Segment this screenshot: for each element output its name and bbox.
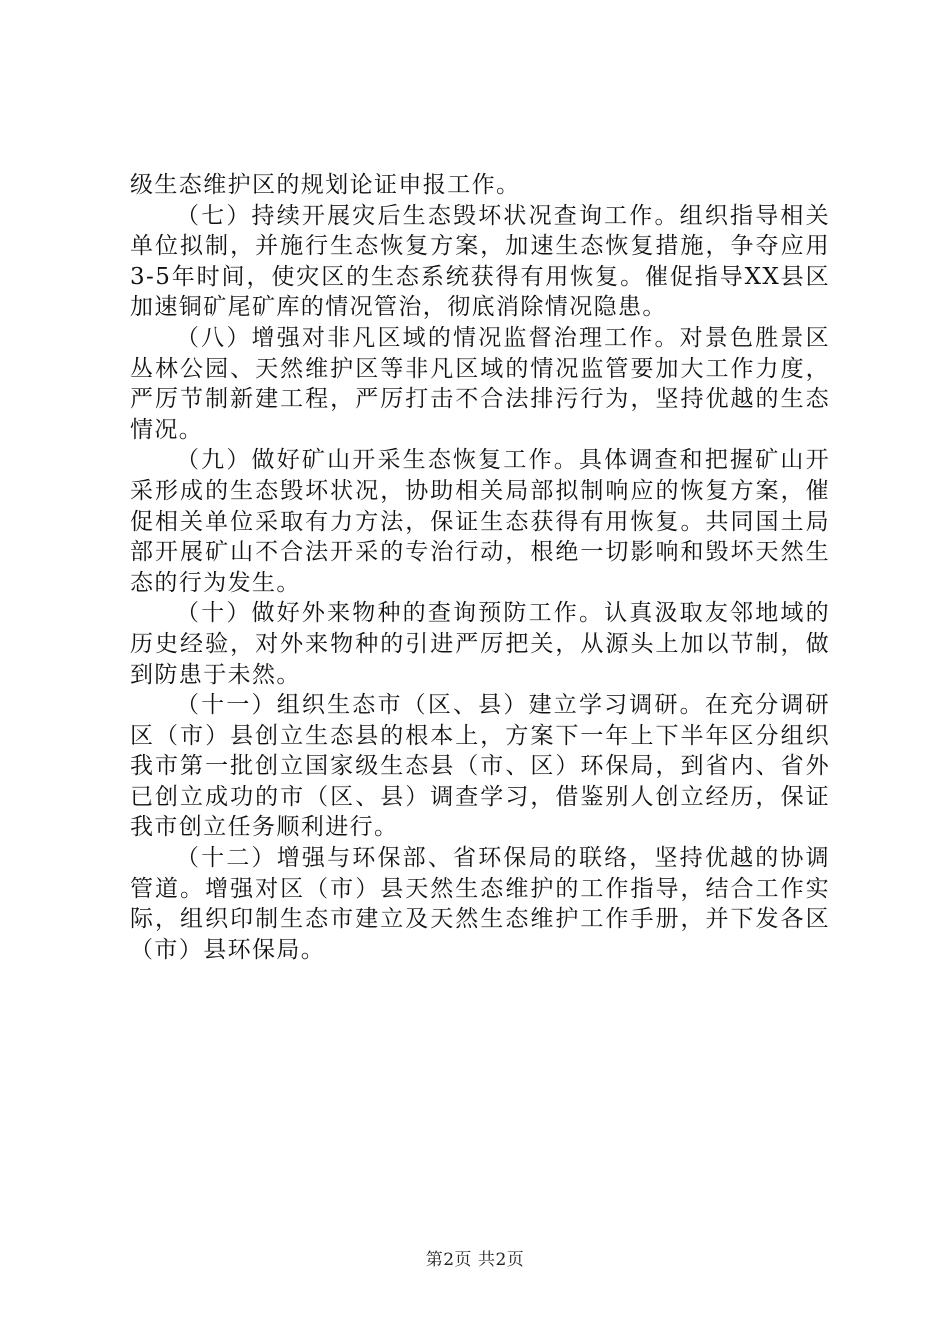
paragraph-item-10: （十）做好外来物种的查询预防工作。认真汲取友邻地域的历史经验，对外来物种的引进严厉把关，从源头上加以节制，做到防患于未然。 [130, 600, 830, 688]
paragraph-item-8: （八）增强对非凡区域的情况监督治理工作。对景色胜景区丛林公园、天然维护区等非凡区域的情况监管要加大工作力度，严厉节制新建工程，严厉打击不合法排污行为，坚持优越的生态情况。 [130, 324, 830, 443]
paragraph-item-9: （九）做好矿山开采生态恢复工作。具体调查和把握矿山开采形成的生态毁坏状况，协助相关局部拟制响应的恢复方案，催促相关单位采取有力方法，保证生态获得有用恢复。共同国土局部开展矿山不合法开采的专治行动，根绝一切影响和毁坏天然生态的行为发生。 [130, 447, 830, 596]
paragraph-item-12: （十二）增强与环保部、省环保局的联络，坚持优越的协调管道。增强对区（市）县天然生态维护的工作指导，结合工作实际，组织印制生态市建立及天然生态维护工作手册，并下发各区（市）县环保局。 [130, 845, 830, 963]
paragraph-item-11: （十一）组织生态市（区、县）建立学习调研。在充分调研区（市）县创立生态县的根本上，方案下一年上下半年区分组织我市第一批创立国家级生态县（市、区）环保局，到省内、省外已创立成功的市（区、县）调查学习，借鉴别人创立经历，保证我市创立任务顺利进行。 [130, 692, 830, 841]
page-footer: 第2页 共2页 [425, 1250, 525, 1270]
paragraph-continuation: 级生态维护区的规划论证申报工作。 [130, 172, 521, 198]
document-body [130, 170, 830, 965]
paragraph-item-7: （七）持续开展灾后生态毁坏状况查询工作。组织指导相关单位拟制，并施行生态恢复方案，加速生态恢复措施，争夺应用3-5年时间，使灾区的生态系统获得有用恢复。催促指导XX县区加速铜矿尾矿库的情况管治，彻底消除情况隐患。 [130, 202, 830, 321]
